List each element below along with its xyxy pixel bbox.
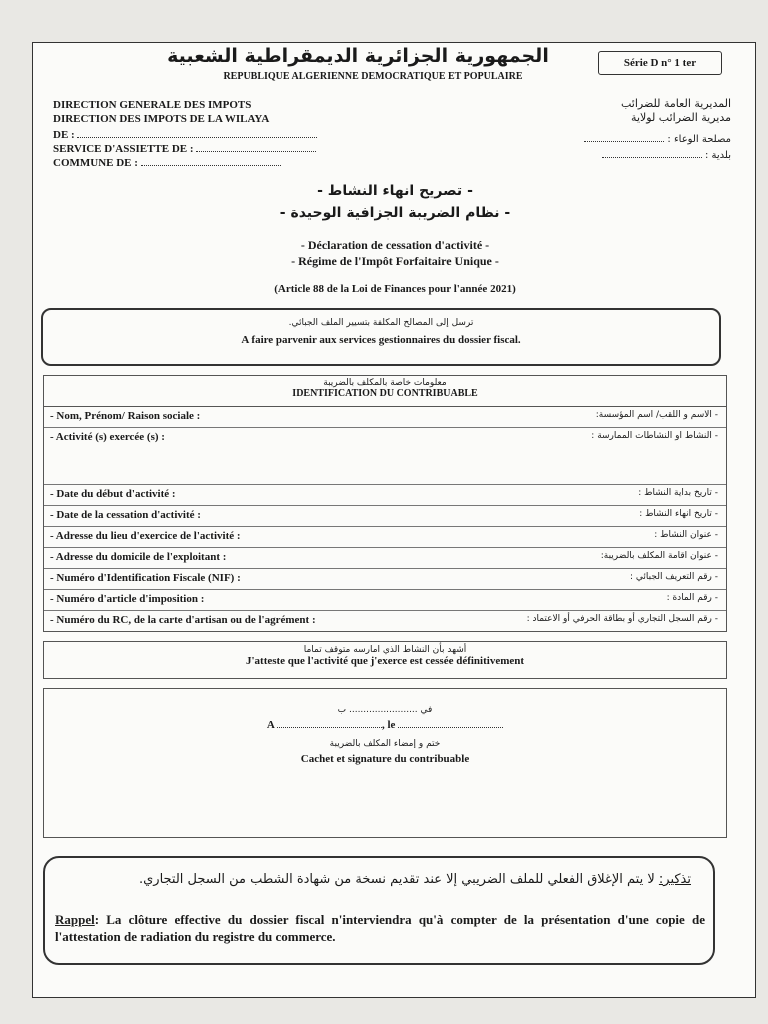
- place-field[interactable]: [277, 717, 382, 728]
- signature-box[interactable]: [43, 688, 727, 838]
- header-left-line-4: SERVICE D'ASSIETTE DE :: [53, 141, 316, 155]
- attestation-ar: أشهد بأن النشاط الذي امارسه متوقف تماما: [303, 645, 467, 655]
- header-right-line-2: مديرية الضرائب لولاية: [631, 111, 731, 124]
- rappel-ar: تذكير: لا يتم الإغلاق الفعلي للملف الضريبي إلا عند تقديم نسخة من شهادة الشطب من السجل التجاري.: [138, 872, 691, 887]
- row-adresse-domicile[interactable]: - Adresse du domicile de l'exploitant : - عنوان اقامة المكلف بالضريبة:: [44, 548, 726, 569]
- title-fr-1: - Déclaration de cessation d'activité -: [300, 238, 490, 252]
- notice-fr: A faire parvenir aux services gestionnaires du dossier fiscal.: [241, 334, 521, 346]
- signature-label-ar: ختم و إمضاء المكلف بالضريبة: [329, 739, 441, 749]
- commune-field[interactable]: [141, 155, 281, 166]
- article-reference: (Article 88 de la Loi de Finances pour l'année 2021): [274, 283, 516, 295]
- place-date-fr: A , le: [44, 717, 726, 731]
- serie-badge: Série D n° 1 ter: [598, 51, 722, 75]
- service-field[interactable]: [196, 141, 316, 152]
- row-article[interactable]: - Numéro d'article d'imposition : - رقم المادة :: [44, 590, 726, 611]
- row-date-debut[interactable]: - Date du début d'activité : - تاريخ بداية النشاط :: [44, 485, 726, 506]
- rappel-fr: Rappel: La clôture effective du dossier fiscal n'interviendra qu'à compter de la présentation d'une copie de l'attestation de radiation du registre du commerce.: [55, 912, 705, 944]
- row-nif[interactable]: - Numéro d'Identification Fiscale (NIF) : - رقم التعريف الجبائي :: [44, 569, 726, 590]
- commune-field-ar[interactable]: [602, 147, 702, 158]
- identification-table: [43, 375, 727, 632]
- notice-box: [41, 308, 721, 366]
- identification-header: [44, 376, 726, 407]
- identification-header-fr: IDENTIFICATION DU CONTRIBUABLE: [292, 388, 478, 399]
- republic-title-ar: الجمهورية الجزائرية الديمقراطية الشعبية: [167, 45, 549, 67]
- row-adresse-lieu[interactable]: - Adresse du lieu d'exercice de l'activité : - عنوان النشاط :: [44, 527, 726, 548]
- title-ar-2: - نظام الضريبة الجزافية الوحيدة -: [279, 205, 511, 221]
- attestation-fr: J'atteste que l'activité que j'exerce est cessée définitivement: [245, 655, 525, 667]
- form-page: [32, 42, 756, 998]
- header-left-line-1: DIRECTION GENERALE DES IMPOTS: [53, 99, 252, 111]
- attestation-box: [43, 641, 727, 679]
- republic-title-fr: REPUBLIQUE ALGERIENNE DEMOCRATIQUE ET POPULAIRE: [223, 71, 523, 82]
- date-field[interactable]: [398, 717, 503, 728]
- header-left-line-5: COMMUNE DE :: [53, 155, 281, 169]
- row-rc[interactable]: - Numéro du RC, de la carte d'artisan ou de l'agrément : - رقم السجل التجاري أو بطاقة الحرفي أو الاعتماد :: [50, 614, 718, 626]
- assiette-field-ar[interactable]: [584, 131, 664, 142]
- wilaya-field[interactable]: [77, 127, 317, 138]
- header-right-line-1: المديرية العامة للضرائب: [621, 97, 731, 110]
- header-left-line-3: DE :: [53, 127, 317, 141]
- header-right-line-4: بلدية :: [602, 147, 731, 161]
- title-ar-1: - تصريح انهاء النشاط -: [317, 183, 473, 199]
- header-right-line-3: مصلحة الوعاء :: [584, 131, 731, 145]
- identification-header-ar: معلومات خاصة بالمكلف بالضريبة: [323, 378, 447, 388]
- signature-label-fr: Cachet et signature du contribuable: [300, 753, 470, 765]
- row-date-cessation[interactable]: - Date de la cessation d'activité : - تاريخ انهاء النشاط :: [44, 506, 726, 527]
- header-left-line-2: DIRECTION DES IMPOTS DE LA WILAYA: [53, 113, 270, 125]
- row-activite[interactable]: - Activité (s) exercée (s) : - النشاط او النشاطات الممارسة :: [44, 428, 726, 485]
- row-nom[interactable]: - Nom, Prénom/ Raison sociale : - الاسم و اللقب/ اسم المؤسسة:: [44, 407, 726, 428]
- place-date-ar: في ........................ ب: [337, 705, 433, 715]
- rappel-box: [43, 856, 715, 965]
- notice-ar: ترسل إلى المصالح المكلفة بتسيير الملف الجبائي.: [288, 318, 474, 328]
- title-fr-2: - Régime de l'Impôt Forfaitaire Unique -: [291, 254, 499, 268]
